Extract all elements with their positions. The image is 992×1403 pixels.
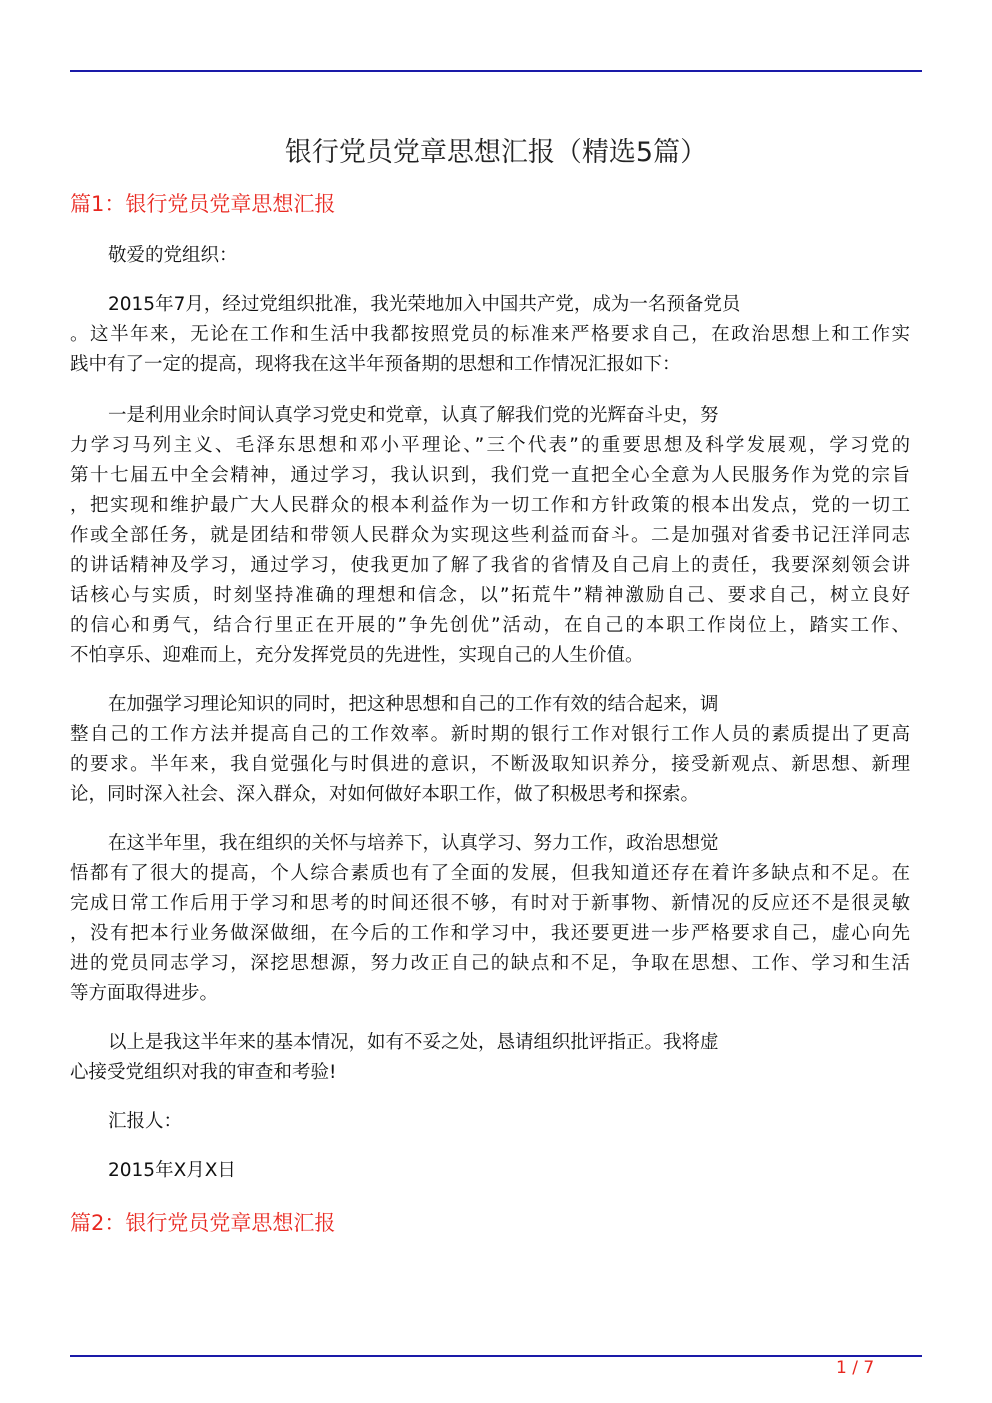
text-line: 以上是我这半年来的基本情况，如有不妥之处，恳请组织批评指正。我将虚: [108, 1032, 719, 1053]
text-line: 完成日常工作后用于学习和思考的时间还很不够，有时对于新事物、新情况的反应还不是很灵敏: [70, 893, 910, 914]
paragraph: [70, 241, 910, 271]
text-line: 心接受党组织对我的审查和考验!: [70, 1062, 337, 1083]
text-line: 话核心与实质，时刻坚持准确的理想和信念，以”拓荒牛”精神激励自己、要求自己，树立良好: [70, 585, 910, 606]
document-title: 银行党员党章思想汇报（精选5篇）: [284, 137, 708, 168]
text-line: 等方面取得进步。: [70, 983, 219, 1004]
paragraph: [70, 1156, 910, 1186]
text-line: 的信心和勇气，结合行里正在开展的”争先创优”活动，在自己的本职工作岗位上，踏实工作、: [70, 615, 910, 636]
text-line: 整自己的工作方法并提高自己的工作效率。新时期的银行工作对银行工作人员的素质提出了更高: [70, 724, 910, 745]
paragraph: [70, 401, 910, 671]
text-line: ，把实现和维护最广大人民群众的根本利益作为一切工作和方针政策的根本出发点，党的一切工: [70, 495, 910, 516]
text-line: 悟都有了很大的提高，个人综合素质也有了全面的发展，但我知道还存在着许多缺点和不足。在: [70, 863, 910, 884]
text-line: 不怕享乐、迎难而上，充分发挥党员的先进性，实现自己的人生价值。: [70, 645, 644, 666]
text-line: 在加强学习理论知识的同时，把这种思想和自己的工作有效的结合起来，调: [108, 694, 719, 715]
top-rule: [70, 70, 922, 72]
text-line: 的讲话精神及学习，通过学习，使我更加了解了我省的省情及自己肩上的责任，我要深刻领会讲: [70, 555, 910, 576]
text-line: 2015年7月，经过党组织批准，我光荣地加入中国共产党，成为一名预备党员: [108, 294, 741, 315]
paragraph: [70, 829, 910, 1009]
text-line: 力学习马列主义、毛泽东思想和邓小平理论、”三个代表”的重要思想及科学发展观，学习党的: [70, 435, 910, 456]
text-line: 汇报人：: [108, 1111, 183, 1132]
text-line: 第十七届五中全会精神，通过学习，我认识到，我们党一直把全心全意为人民服务作为党的宗旨: [70, 465, 910, 486]
text-line: 。这半年来，无论在工作和生活中我都按照党员的标准来严格要求自己，在政治思想上和工作实: [70, 324, 910, 345]
text-line: 践中有了一定的提高，现将我在这半年预备期的思想和工作情况汇报如下：: [70, 354, 681, 375]
text-line: 2015年X月X日: [108, 1160, 236, 1181]
text-line: 进的党员同志学习，深挖思想源，努力改正自己的缺点和不足，争取在思想、工作、学习和生活: [70, 953, 910, 974]
text-line: 在这半年里，我在组织的关怀与培养下，认真学习、努力工作，政治思想觉: [108, 833, 719, 854]
text-line: 敬爱的党组织：: [108, 245, 238, 266]
text-line: ，没有把本行业务做深做细，在今后的工作和学习中，我还要更进一步严格要求自己，虚心向先: [70, 923, 910, 944]
paragraph: [70, 690, 910, 810]
text-line: 作或全部任务，就是团结和带领人民群众为实现这些利益而奋斗。二是加强对省委书记汪洋同志: [70, 525, 910, 546]
section-1-heading: 篇1：银行党员党章思想汇报: [70, 192, 336, 216]
text-line: 一是利用业余时间认真学习党史和党章，认真了解我们党的光辉奋斗史，努: [108, 405, 719, 426]
paragraph: [70, 1107, 910, 1137]
bottom-rule: [70, 1355, 922, 1357]
page-number: 1 / 7: [836, 1358, 875, 1378]
paragraph: [70, 290, 910, 380]
section-2-heading: 篇2：银行党员党章思想汇报: [70, 1211, 336, 1235]
text-line: 的要求。半年来，我自觉强化与时俱进的意识，不断汲取知识养分，接受新观点、新思想、新理: [70, 754, 910, 775]
paragraph: [70, 1028, 910, 1088]
text-line: 论，同时深入社会、深入群众，对如何做好本职工作，做了积极思考和探索。: [70, 784, 700, 805]
